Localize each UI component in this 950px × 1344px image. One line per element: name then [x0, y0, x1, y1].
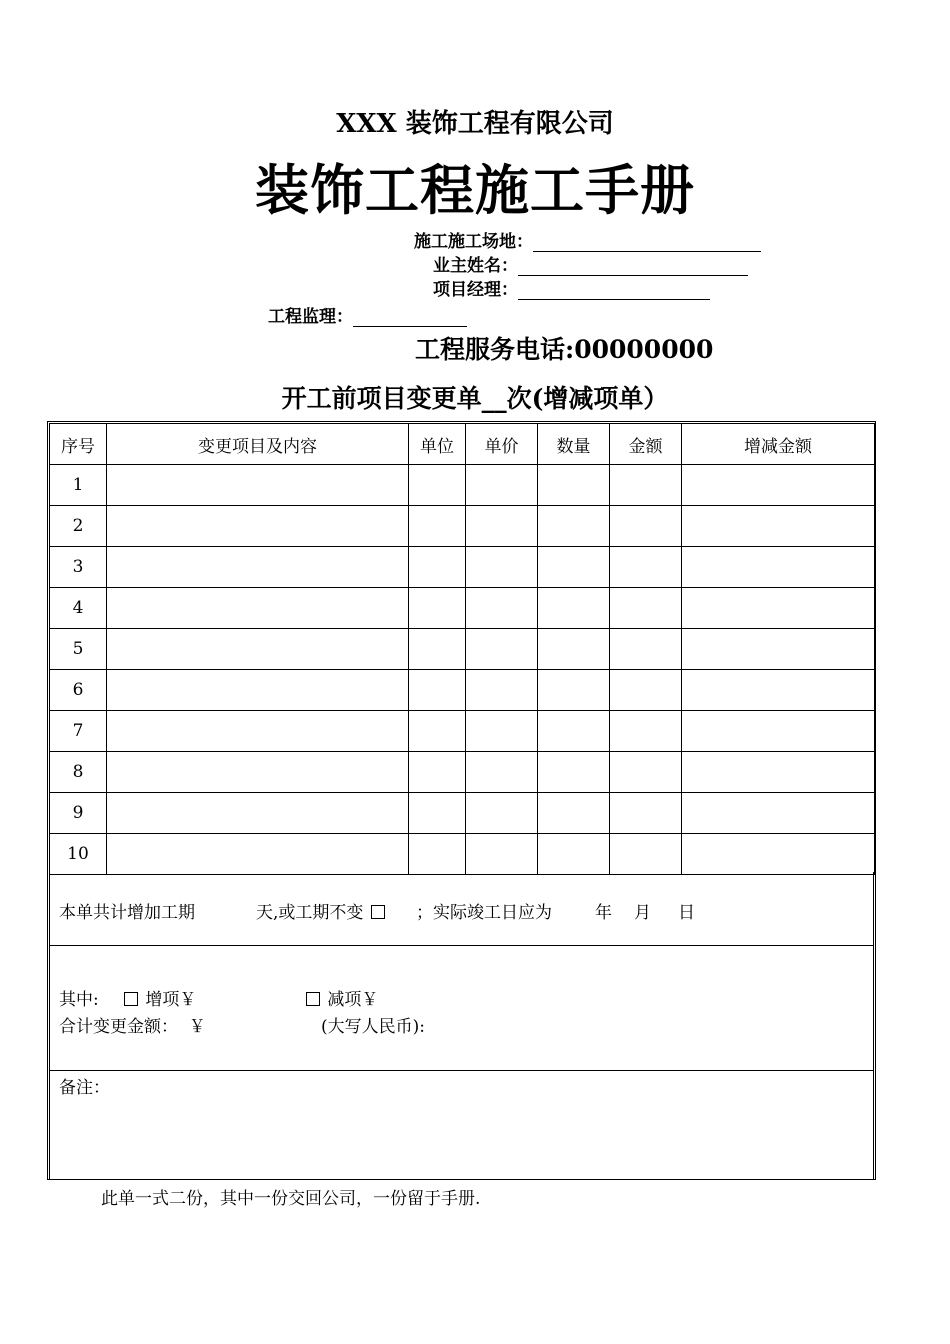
cell	[538, 711, 610, 752]
cell	[409, 793, 466, 834]
cell	[538, 506, 610, 547]
cell	[538, 465, 610, 506]
schedule-section	[49, 872, 874, 946]
cell	[682, 670, 875, 711]
remarks-section	[49, 1071, 874, 1180]
cell	[107, 506, 409, 547]
cell	[466, 711, 538, 752]
cell	[610, 711, 682, 752]
footnote: 此单一式二份，其中一份交回公司，一份留于手册.	[101, 1189, 481, 1209]
row-number: 9	[50, 793, 107, 834]
table-row	[50, 793, 875, 834]
form-title: 开工前项目变更单__次(增减项单）	[281, 384, 669, 413]
table-header-row	[50, 424, 875, 465]
cell	[610, 793, 682, 834]
cell	[538, 752, 610, 793]
cell	[610, 547, 682, 588]
cell	[107, 834, 409, 875]
row-number: 6	[50, 670, 107, 711]
owner-blank	[518, 259, 748, 276]
supervisor-blank	[353, 310, 467, 327]
cell	[107, 547, 409, 588]
cell	[409, 670, 466, 711]
supervisor-label: 工程监理：	[268, 307, 353, 327]
cell	[610, 670, 682, 711]
cell	[409, 547, 466, 588]
row-number: 4	[50, 588, 107, 629]
cell	[409, 588, 466, 629]
service-phone: 工程服务电话:00000000	[415, 335, 714, 364]
cell	[107, 670, 409, 711]
schedule-year: 年	[595, 903, 612, 923]
header-cell: 单位	[409, 424, 466, 465]
schedule-prefix: 本单共计增加工期	[59, 903, 195, 923]
cell	[409, 465, 466, 506]
cell	[682, 506, 875, 547]
manager-blank	[518, 283, 710, 300]
cell	[466, 547, 538, 588]
manager-label: 项目经理：	[433, 280, 518, 300]
cell	[107, 588, 409, 629]
row-number: 2	[50, 506, 107, 547]
cell	[466, 506, 538, 547]
cell	[682, 793, 875, 834]
cell	[409, 752, 466, 793]
cell	[682, 629, 875, 670]
cell	[610, 834, 682, 875]
cell	[610, 506, 682, 547]
cell	[610, 465, 682, 506]
increase-item	[122, 985, 196, 1010]
amount-section	[49, 946, 874, 1071]
cell	[107, 629, 409, 670]
table-row	[50, 834, 875, 875]
total-change-label: 合计变更金额： ￥	[59, 1017, 206, 1037]
cell	[107, 752, 409, 793]
row-number: 1	[50, 465, 107, 506]
increase-label: 增项￥	[145, 990, 197, 1010]
schedule-month: 月	[634, 903, 651, 923]
cell	[466, 629, 538, 670]
schedule-actual: ；实际竣工日应为	[416, 903, 552, 923]
table-row	[50, 506, 875, 547]
decrease-item	[304, 985, 378, 1010]
cell	[466, 752, 538, 793]
table-row	[50, 711, 875, 752]
schedule-days	[256, 898, 387, 923]
cell	[538, 629, 610, 670]
row-number: 7	[50, 711, 107, 752]
header-cell: 序号	[50, 424, 107, 465]
header-cell: 变更项目及内容	[107, 424, 409, 465]
decrease-checkbox[interactable]	[306, 992, 320, 1006]
among-label: 其中:	[59, 990, 99, 1010]
cell	[107, 711, 409, 752]
table-row	[50, 465, 875, 506]
cell	[538, 588, 610, 629]
remarks-label: 备注：	[59, 1078, 110, 1098]
company-name: XXX 装饰工程有限公司	[336, 109, 614, 139]
schedule-days-label: 天,或工期不变	[256, 903, 364, 923]
cell	[107, 465, 409, 506]
cell	[466, 793, 538, 834]
table-row	[50, 547, 875, 588]
table-row	[50, 629, 875, 670]
site-blank	[533, 235, 761, 252]
cell	[538, 547, 610, 588]
header-cell: 金额	[610, 424, 682, 465]
uppercase-label: (大写人民币):	[321, 1017, 425, 1037]
header-cell: 数量	[538, 424, 610, 465]
cell	[538, 834, 610, 875]
table-row	[50, 588, 875, 629]
owner-field	[433, 251, 748, 276]
owner-label: 业主姓名：	[433, 256, 518, 276]
increase-checkbox[interactable]	[124, 992, 138, 1006]
site-label: 施工施工场地：	[414, 232, 533, 252]
cell	[466, 834, 538, 875]
row-number: 8	[50, 752, 107, 793]
cell	[466, 588, 538, 629]
cell	[107, 793, 409, 834]
header-cell: 增减金额	[682, 424, 875, 465]
cell	[538, 793, 610, 834]
cell	[409, 834, 466, 875]
cell	[682, 834, 875, 875]
header-cell: 单价	[466, 424, 538, 465]
cell	[682, 752, 875, 793]
manager-field	[433, 275, 710, 300]
cell	[610, 752, 682, 793]
table-row	[50, 670, 875, 711]
cell	[682, 711, 875, 752]
cell	[682, 465, 875, 506]
cell	[466, 670, 538, 711]
row-number: 10	[50, 834, 107, 875]
decrease-label: 减项￥	[327, 990, 379, 1010]
cell	[538, 670, 610, 711]
unchanged-checkbox[interactable]	[371, 905, 385, 919]
cell	[466, 465, 538, 506]
cell	[409, 629, 466, 670]
row-number: 5	[50, 629, 107, 670]
schedule-day: 日	[678, 903, 695, 923]
row-number: 3	[50, 547, 107, 588]
supervisor-field	[268, 302, 467, 327]
cell	[682, 588, 875, 629]
cell	[409, 711, 466, 752]
page-title: 装饰工程施工手册	[255, 158, 695, 222]
change-items-table	[49, 423, 875, 875]
cell	[610, 629, 682, 670]
site-field	[414, 227, 761, 252]
cell	[610, 588, 682, 629]
table-row	[50, 752, 875, 793]
cell	[409, 506, 466, 547]
cell	[682, 547, 875, 588]
